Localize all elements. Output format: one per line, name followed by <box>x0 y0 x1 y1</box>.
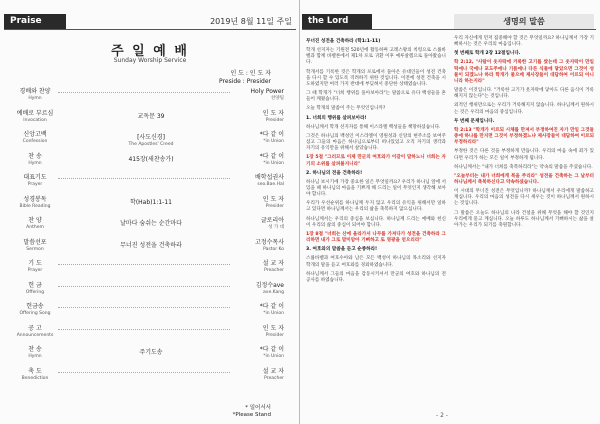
leader-en: Preacher <box>264 268 284 273</box>
sermon-paragraph: 그 때 학개가 "너희 행위를 돌아보아라"는 말씀으로 유다 백성들을 흔들어 깨웠습니다. <box>306 91 446 103</box>
leader-en: Preacher <box>264 375 284 381</box>
order-item-leader <box>232 131 284 145</box>
order-item-ko: 찬 양 <box>28 217 42 224</box>
order-item-label <box>14 325 56 339</box>
order-item-leader <box>232 174 284 188</box>
leader-en: Presider <box>265 332 284 338</box>
sermon-paragraph: 그 말씀은 오늘도 하나님의 나라 건설을 위해 무엇을 해야 할 것인지 우리에게 묻고 계십니다. 오늘 하루도 하나님께서 기뻐하시는 삶을 살아가는 우리가 되기를 축원합니다. <box>454 210 594 228</box>
sermon-paragraph: 학개 선지자는 기원전 520년에 활동하며 고레스왕의 칙령으로 스룹바벨과 함께 바벨론에서 제1차 포로 귀환 이후 예루살렘으로 돌아왔습니다. <box>306 48 446 66</box>
order-item-en: Hymn <box>28 354 42 359</box>
order-item-ko: 기 도 <box>28 260 42 267</box>
scripture-quote: 학 2:12, "사람이 옷자락에 거룩한 고기를 쌌는데 그 옷자락이 만일 떡에나 국에나 포도주에나 기름에나 다른 식물에 닿았으면 그것이 성물이 되겠느냐 하라 학개가 물으매 제사장들이 대답하여 이르되 아니니라 하는지라" <box>454 60 594 84</box>
sermon-paragraph: 하나님께서는 우리의 중심을 보십니다. 하나님께 드리는 예배와 헌신이 우리의 삶의 중심이 되어야 합니다. <box>306 216 446 228</box>
order-item-en: Prayer <box>27 182 43 187</box>
leader-ko: 인 도 자 <box>262 109 284 117</box>
order-item-detail <box>76 134 226 148</box>
sermon-paragraph: 외적인 행위만으로는 우리가 거룩해지지 않습니다. 하나님께서 원하시는 것은 우리의 마음의 중심입니다. <box>454 103 594 115</box>
order-item-ko: 경배와 찬양 <box>19 88 51 95</box>
sermon-paragraph: 부정한 것은 다른 것을 부정하게 만듭니다. 우리의 마음 속에 죄가 있다면 우리가 하는 모든 일이 부정하게 됩니다. <box>454 149 594 161</box>
order-item-leader <box>232 303 284 317</box>
order-item-ko: 신앙고백 <box>23 131 47 138</box>
leader-dots <box>58 286 230 287</box>
order-detail-ko: 학(Hab)1:1-11 <box>130 198 172 206</box>
leader-dots <box>58 329 230 330</box>
sermon-paragraph: 이 시대의 무너진 성전은 무엇입니까? 하나님께서 우리에게 말씀하고 계십니다. 우리의 마음의 성전을 다시 세우는 것이 하나님께서 원하시는 것입니다. <box>454 189 594 207</box>
order-item-en: Benediction <box>21 375 49 381</box>
order-item-leader <box>232 196 284 210</box>
order-row <box>14 368 284 390</box>
page-number: - 2 - <box>436 412 448 419</box>
order-item-label <box>14 282 56 296</box>
sermon-heading: 1. 너희의 행위를 살펴보아라! <box>306 115 367 121</box>
leader-ko: 인 도 자 <box>262 195 284 203</box>
leader-dots <box>58 178 230 179</box>
order-row <box>14 196 284 218</box>
order-item-leader <box>232 88 284 102</box>
sermon-paragraph: 우리가 우선순위를 하나님께 두지 않고 우리의 유익을 위해서만 일하고 있다면 하나님께서는 우리의 삶을 축복하지 않으십니다. <box>306 201 446 213</box>
order-row <box>14 282 284 304</box>
leader-en: seo.Bae.Hal <box>257 182 284 187</box>
sermon-paragraph: 오늘 학개의 말씀이 주는 무엇인입니까? <box>306 106 386 112</box>
order-row <box>14 131 284 153</box>
leader-ko: Holy Power <box>250 88 284 95</box>
leader-en: *in Union <box>263 160 284 166</box>
order-item-detail <box>76 156 226 163</box>
word-of-life-title: 생명의 말씀 <box>454 14 594 30</box>
order-item-label <box>14 217 56 231</box>
service-subtitle: Sunday Worship Service <box>113 57 187 64</box>
sermon-heading: 3. 여호와의 말씀을 듣고 순종하라! <box>306 247 378 253</box>
sermon-paragraph: 학개서를 기록한 것은 학개의 포로에서 돌아온 유대인들이 성전 건축을 다시 할 수 있도록 격려하기 위한 것입니다. 이전에 성전 건축을 시도하였지만 여러 가지 반대에 부딪혀서 중단한 상태였습니다. <box>306 69 446 87</box>
order-item-detail <box>76 349 226 356</box>
order-row <box>14 110 284 132</box>
order-item-ko: 성경봉독 <box>23 195 47 203</box>
leader-en: *in Union <box>263 311 284 316</box>
leader-ko: *다 같 이 <box>259 303 284 310</box>
sermon-paragraph: 하나님 보시기에 가장 중요한 일은 무엇일까요? 우리가 하나님 앞에 서 있을 때 하나님의 마음을 기쁘게 해 드리는 일이 무엇인지 생각해 보아야 합니다. <box>306 179 446 198</box>
presider-line <box>219 70 271 86</box>
leader-ko: 인 도 자 <box>262 324 284 332</box>
leader-ko: 김정수ave <box>255 281 284 289</box>
order-item-en: Anthem <box>26 225 44 230</box>
order-detail-ko: 날마다 숨쉬는 순간마다 <box>120 220 182 227</box>
order-detail-ko: [사도신경] <box>137 134 165 141</box>
footnote-en: *Please Stand <box>232 412 271 418</box>
stand-footnote <box>233 405 271 419</box>
order-detail-ko: 교독문 39 <box>137 112 165 120</box>
order-item-ko: 찬 송 <box>28 152 42 160</box>
right-header <box>302 14 600 30</box>
order-item-detail <box>76 242 226 249</box>
order-row <box>14 260 284 282</box>
order-item-en: Bible Reading <box>19 203 51 209</box>
order-item-en: Hymn <box>28 96 42 101</box>
order-item-leader <box>232 153 284 167</box>
sermon-heading: 2. 하나님의 전을 건축하라! <box>306 170 363 176</box>
sermon-page <box>302 0 600 424</box>
presider-ko: 인 도 : 인 도 자 <box>230 70 271 77</box>
order-item-label <box>14 239 56 253</box>
leader-ko: 설 교 자 <box>262 260 284 267</box>
order-of-worship <box>14 88 284 389</box>
order-item-label <box>14 153 56 167</box>
scripture-quote: 1장 5절 "그러므로 이제 만군의 여호와가 이같이 말하노니 너희는 자기의 소위를 살펴볼지니라" <box>306 155 446 167</box>
sermon-paragraph: 그것은 하나님의 백성인 이스라엘이 영원성과 신앙의 현주소를 보여주셨고 그들의 마음은 하나님으로부터 떠나있었고 오직 자기의 생각과 자기의 유익만을 위해서 살았습니다. <box>306 133 446 152</box>
order-item-label <box>14 88 56 102</box>
order-item-leader <box>232 260 284 274</box>
order-item-label <box>14 110 56 124</box>
service-title: 주 일 예 배 <box>111 44 189 59</box>
leader-dots <box>58 307 230 308</box>
leader-en: Pastor Ko <box>263 246 284 252</box>
praise-tag: Praise <box>4 14 66 30</box>
order-item-detail <box>76 113 226 120</box>
order-row <box>14 88 284 110</box>
order-row <box>14 325 284 347</box>
leader-ko: 글로리아 <box>260 217 284 224</box>
the-lord-tag: the Lord <box>302 14 372 30</box>
leader-dots <box>58 92 230 93</box>
order-item-ko: 헌금송 <box>26 303 44 310</box>
order-item-label <box>14 131 56 145</box>
order-item-ko: 축 도 <box>28 367 42 375</box>
leader-en: *in Union <box>263 354 284 359</box>
sermon-paragraph: 말씀은 이것입니다. "거룩한 고기가 옷자락에 닿아도 다른 음식이 거룩해지지 않는다"는 것입니다. <box>454 88 594 100</box>
order-item-ko: 찬 송 <box>28 346 42 353</box>
order-detail-ko: 415장(새찬송가) <box>128 155 174 163</box>
order-item-ko: 대표기도 <box>23 174 47 181</box>
scripture-quote: 학 2:13 "학개가 이르되 시체를 만져서 부정하여진 자가 만일 그것들 중에 하나를 만지면 그것이 부정하겠느냐 제사장들이 대답하여 이르되 부정하리라" <box>454 127 594 146</box>
order-item-detail <box>76 199 226 206</box>
leader-dots <box>58 372 230 373</box>
leader-en: Presider <box>265 203 284 209</box>
order-detail-ko: 무너진 성전을 건축하라 <box>120 241 182 249</box>
leader-en: *in Union <box>263 139 284 144</box>
sermon-paragraph: 하나님께서 학개 선지자를 통해 이스라엘 백성들을 책망하셨습니다. <box>306 124 441 130</box>
scripture-quote: "오늘부터는 내가 너희에게 복을 주리라" 성전을 건축하는 그 날부터 하나님께서 축복하신다고 약속하셨습니다. <box>454 173 594 185</box>
sermon-heading: 두 번째 문제입니다. <box>454 118 495 124</box>
order-item-en: Offering <box>25 289 45 295</box>
header-divider <box>4 29 296 30</box>
sermon-column-left <box>306 36 446 287</box>
left-header <box>0 14 300 30</box>
presider-en: Preside : Presider <box>219 78 271 85</box>
order-item-leader <box>232 282 284 296</box>
order-item-ko: 공 고 <box>28 324 42 332</box>
leader-ko: *다 같 이 <box>259 152 284 160</box>
order-row <box>14 346 284 368</box>
leader-en: 성 가 대 <box>268 225 284 230</box>
leader-ko: *다 같 이 <box>259 131 284 138</box>
sermon-paragraph: 하나님께서는 "내가 너희를 축복하리라"는 약속의 말씀을 주셨습니다. <box>454 164 593 170</box>
order-item-label <box>14 260 56 274</box>
sermon-paragraph: 하나님께서 그들의 마음을 감동시키셔서 만군의 여호와 하나님의 전 공사를 하였습니다. <box>306 271 446 283</box>
order-item-en: Sermon <box>26 246 44 252</box>
leader-ko: 배학섭권사 <box>255 174 284 181</box>
order-detail-en: The Apostles' Creed <box>128 142 174 147</box>
order-row <box>14 174 284 196</box>
leader-en: ave.Kang <box>263 289 284 295</box>
order-item-en: Confession <box>22 139 48 144</box>
scripture-quote: 1장 8절 "너희는 산에 올라가서 나무를 가져다가 성전을 건축하라 그리하면 내가 그로 말미암아 기뻐하고 또 영광을 얻으리라" <box>306 231 446 244</box>
sermon-heading: 첫 번째로 학개 2장 12절입니다. <box>454 51 521 57</box>
order-item-ko: 예배로 부르심 <box>16 109 54 117</box>
order-item-en: Announcements <box>16 332 54 338</box>
order-item-en: Hymn <box>28 160 42 166</box>
order-item-label <box>14 368 56 382</box>
order-item-detail <box>76 220 226 227</box>
sermon-heading: 무너진 성전을 건축하라 (학1:1-11) <box>306 39 381 44</box>
leader-en: Presider <box>265 117 284 123</box>
sermon-column-right <box>454 36 594 232</box>
order-item-leader <box>232 217 284 231</box>
order-item-label <box>14 303 56 317</box>
leader-ko: *다 같 이 <box>259 346 284 353</box>
order-detail-ko: 주기도송 <box>139 349 163 356</box>
footnote-ko: * 일어서서 <box>245 405 271 411</box>
order-item-en: Invocation <box>23 117 47 123</box>
order-row <box>14 239 284 261</box>
order-item-label <box>14 196 56 210</box>
leader-dots <box>58 264 230 265</box>
service-date: 2019년 8월 11일 주일 <box>210 17 292 26</box>
leader-en: 찬양팀 <box>270 96 284 101</box>
order-item-leader <box>232 110 284 124</box>
order-item-leader <box>232 368 284 382</box>
order-item-leader <box>232 325 284 339</box>
header-divider-right <box>302 29 596 30</box>
order-item-en: Prayer <box>27 268 43 273</box>
order-item-ko: 헌 금 <box>28 281 42 289</box>
order-item-leader <box>232 239 284 253</box>
sermon-paragraph: 우리 자신에게 먼저 집중해야 할 것은 무엇일까요? 하나님께서 가장 기뻐하시는 것은 우리의 마음입니다. <box>454 36 594 48</box>
sermon-paragraph: 스룹바벨과 여호수아와 남은 모든 백성이 하나님의 목소리와 선지자 학개의 말을 듣고 여호와를 경외하였습니다. <box>306 256 446 268</box>
order-item-leader <box>232 346 284 360</box>
order-item-en: Offering Song <box>19 311 51 316</box>
leader-ko: 설 교 자 <box>262 367 284 375</box>
order-row <box>14 217 284 239</box>
order-item-label <box>14 346 56 360</box>
order-item-ko: 말씀선포 <box>23 238 47 246</box>
order-row <box>14 153 284 175</box>
order-item-label <box>14 174 56 188</box>
order-row <box>14 303 284 325</box>
leader-ko: 고정수목사 <box>255 238 284 246</box>
